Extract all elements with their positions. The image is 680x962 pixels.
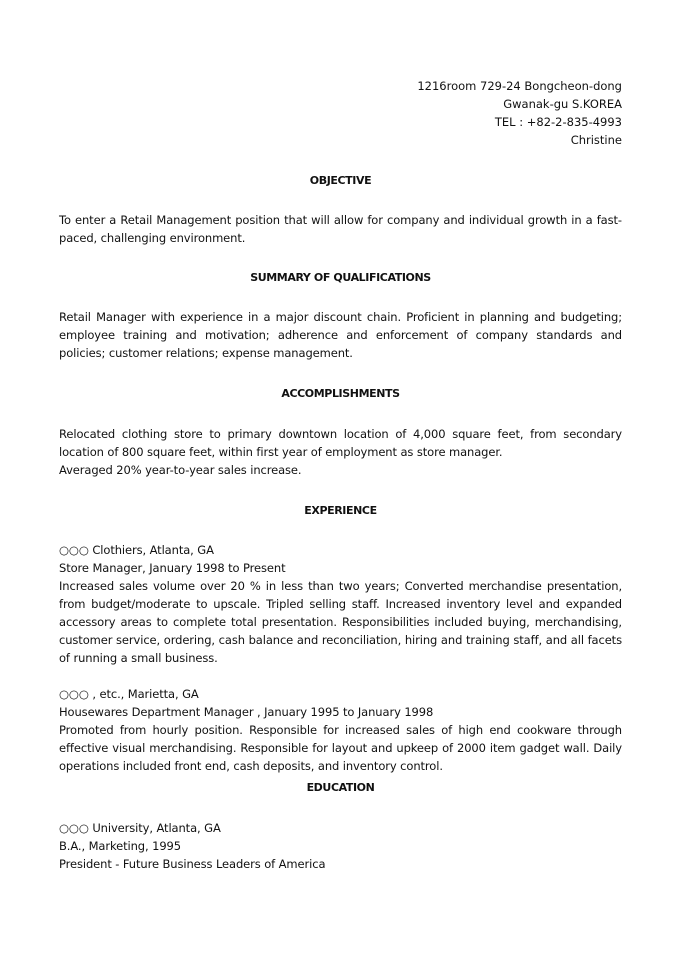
job-description: Promoted from hourly position. Responsible for increased sales of high end cookware through effective visual merchandising. Responsible for layout and upkeep of 2000 item gadget wall. Daily operations included front end, cash deposits, and inventory control. — [59, 723, 622, 773]
accomplishments-heading: ACCOMPLISHMENTS — [281, 387, 400, 400]
accomplishment-item: Averaged 20% year-to-year sales increase. — [59, 463, 302, 477]
job-description: Increased sales volume over 20 % in less than two years; Converted merchandise presentation, from budget/moderate to upscale. Tripled selling staff. Increased inventory level and expanded accessory areas to complete total presentation. Responsibilities included buying, merchandising, customer service, ordering, cash balance and reconciliation, hiring and training staff, and all facets of running a small business. — [59, 579, 622, 665]
education-degree: B.A., Marketing, 1995 — [59, 839, 181, 853]
education-school: ○○○ University, Atlanta, GA — [59, 821, 221, 835]
applicant-name: Christine — [570, 133, 622, 147]
job-title: Housewares Department Manager , January 1995 to January 1998 — [59, 705, 434, 719]
address-line-2: Gwanak-gu S.KOREA — [503, 97, 622, 111]
summary-text: Retail Manager with experience in a major discount chain. Proficient in planning and budgeting; employee training and motivation; adherence and enforcement of company standards and policies; customer relations; expense management. — [59, 310, 622, 360]
experience-job-2 — [59, 685, 622, 775]
summary-heading: SUMMARY OF QUALIFICATIONS — [250, 271, 431, 284]
job-company: ○○○ , etc., Marietta, GA — [59, 687, 199, 701]
accomplishment-item: Relocated clothing store to primary downtown location of 4,000 square feet, from secondary location of 800 square feet, within first year of employment as store manager. — [59, 427, 622, 459]
job-company: ○○○ Clothiers, Atlanta, GA — [59, 543, 214, 557]
education-block — [59, 819, 622, 873]
address-line-1: 1216room 729-24 Bongcheon-dong — [417, 79, 622, 93]
accomplishments-list — [59, 425, 622, 479]
education-heading: EDUCATION — [306, 781, 375, 794]
contact-block — [417, 77, 622, 149]
experience-heading: EXPERIENCE — [304, 504, 377, 517]
education-activity: President - Future Business Leaders of America — [59, 857, 326, 871]
objective-heading: OBJECTIVE — [309, 174, 372, 187]
objective-text: To enter a Retail Management position that will allow for company and individual growth in a fast-paced, challenging environment. — [59, 213, 622, 245]
job-title: Store Manager, January 1998 to Present — [59, 561, 286, 575]
experience-job-1 — [59, 541, 622, 667]
telephone: TEL : +82-2-835-4993 — [494, 115, 622, 129]
